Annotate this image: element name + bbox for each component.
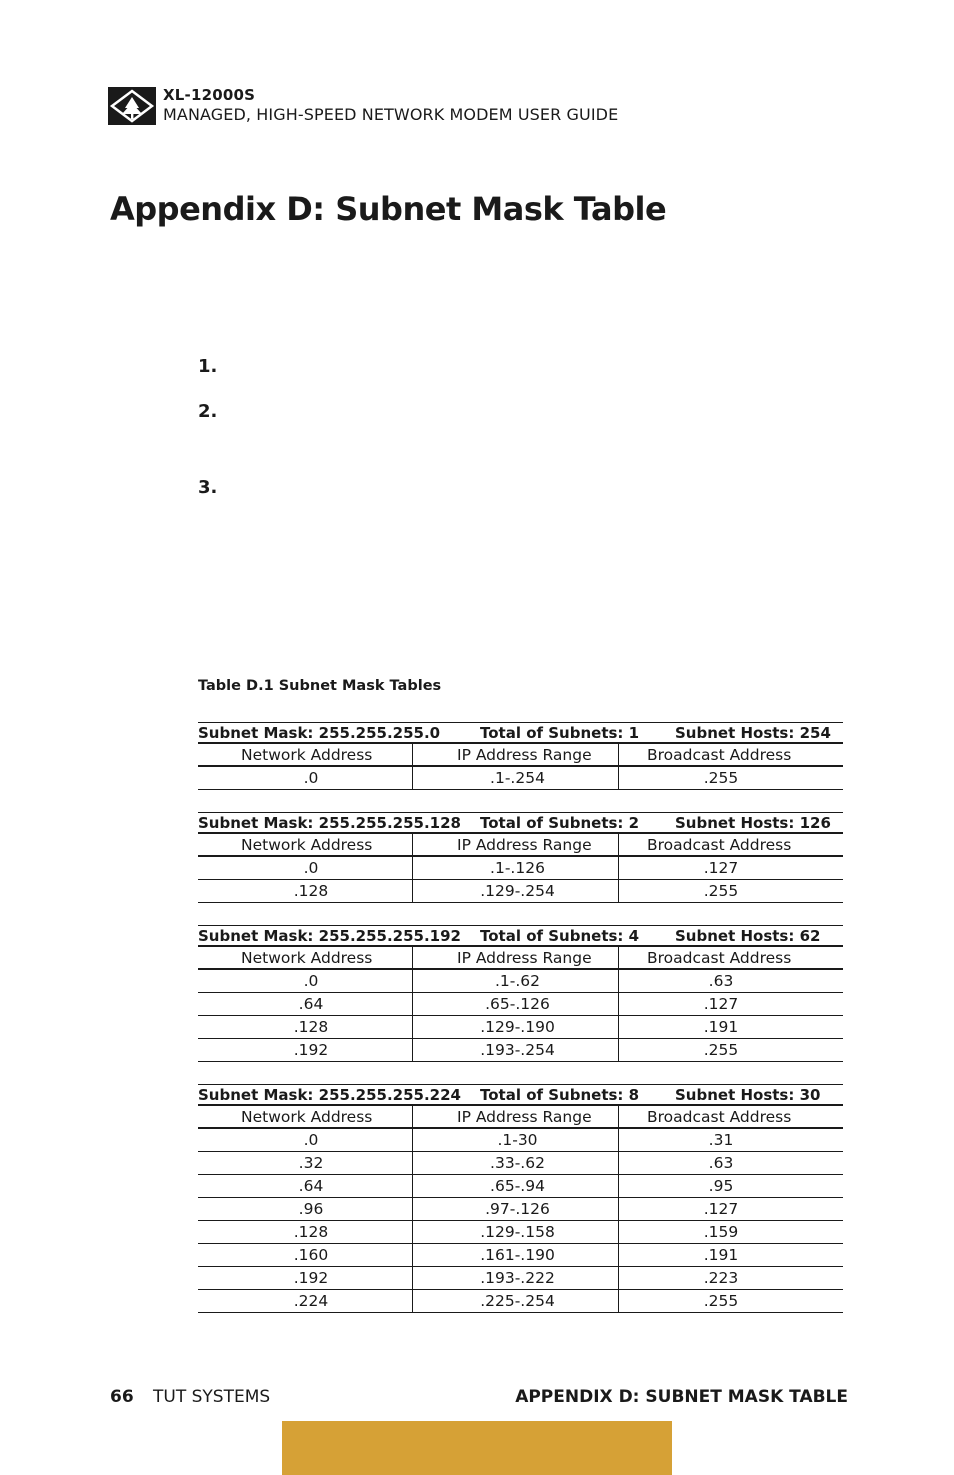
- mask-table: [198, 925, 843, 1062]
- column-header: Broadcast Address: [619, 744, 843, 767]
- network-address-cell: .64: [198, 1175, 413, 1198]
- broadcast-address-cell: .63: [619, 1152, 843, 1175]
- network-address-cell: .0: [198, 767, 413, 790]
- ip-range-cell: .33-.62: [413, 1152, 619, 1175]
- column-header-row: [198, 834, 843, 857]
- ip-range-cell: .129-.158: [413, 1221, 619, 1244]
- footer-section-title: APPENDIX D: SUBNET MASK TABLE: [515, 1387, 848, 1407]
- broadcast-address-cell: .191: [619, 1016, 843, 1039]
- table-row: [198, 1175, 843, 1198]
- step-number: 2.: [198, 401, 218, 422]
- column-header: Network Address: [198, 1106, 413, 1129]
- broadcast-address-cell: .127: [619, 993, 843, 1016]
- column-header: IP Address Range: [413, 744, 619, 767]
- table-row: [198, 1267, 843, 1290]
- tut-systems-logo-icon: [108, 87, 156, 125]
- broadcast-address-cell: .255: [619, 1290, 843, 1313]
- header-product: XL-12000S: [163, 86, 256, 104]
- subnet-hosts-label: Subnet Hosts: 254: [675, 724, 831, 742]
- column-header: IP Address Range: [413, 1106, 619, 1129]
- broadcast-address-cell: .63: [619, 970, 843, 993]
- footer-org: TUT SYSTEMS: [153, 1387, 271, 1407]
- subnet-mask-label: Subnet Mask: 255.255.255.192: [198, 927, 461, 945]
- network-address-cell: .224: [198, 1290, 413, 1313]
- ip-range-cell: .1-.254: [413, 767, 619, 790]
- subnet-mask-label: Subnet Mask: 255.255.255.0: [198, 724, 441, 742]
- ip-range-cell: .193-.254: [413, 1039, 619, 1062]
- network-address-cell: .64: [198, 993, 413, 1016]
- table-row: [198, 1244, 843, 1267]
- table-row: [198, 970, 843, 993]
- column-header: Network Address: [198, 744, 413, 767]
- mask-table-header: [198, 722, 843, 744]
- footer-tab-bar: [282, 1421, 672, 1475]
- ip-range-cell: .1-.126: [413, 857, 619, 880]
- page-title: Appendix D: Subnet Mask Table: [110, 190, 667, 228]
- column-header-row: [198, 1106, 843, 1129]
- broadcast-address-cell: .255: [619, 767, 843, 790]
- table-row: [198, 767, 843, 790]
- broadcast-address-cell: .159: [619, 1221, 843, 1244]
- mask-table-header: [198, 925, 843, 947]
- mask-table-header: [198, 1084, 843, 1106]
- column-header: Broadcast Address: [619, 834, 843, 857]
- step-number: 3.: [198, 477, 218, 498]
- broadcast-address-cell: .191: [619, 1244, 843, 1267]
- ip-range-cell: .225-.254: [413, 1290, 619, 1313]
- subnet-mask-tables: [198, 722, 843, 1335]
- table-caption: Table D.1 Subnet Mask Tables: [198, 678, 442, 694]
- table-row: [198, 1198, 843, 1221]
- broadcast-address-cell: .255: [619, 1039, 843, 1062]
- broadcast-address-cell: .95: [619, 1175, 843, 1198]
- total-subnets-label: Total of Subnets: 4: [480, 927, 640, 945]
- table-row: [198, 993, 843, 1016]
- network-address-cell: .0: [198, 857, 413, 880]
- total-subnets-label: Total of Subnets: 2: [480, 814, 640, 832]
- broadcast-address-cell: .31: [619, 1129, 843, 1152]
- column-header: Network Address: [198, 947, 413, 970]
- ip-range-cell: .161-.190: [413, 1244, 619, 1267]
- subnet-hosts-label: Subnet Hosts: 62: [675, 927, 821, 945]
- mask-table: [198, 722, 843, 790]
- table-row: [198, 1152, 843, 1175]
- network-address-cell: .192: [198, 1039, 413, 1062]
- ip-range-cell: .193-.222: [413, 1267, 619, 1290]
- table-row: [198, 1129, 843, 1152]
- network-address-cell: .128: [198, 1016, 413, 1039]
- network-address-cell: .128: [198, 880, 413, 903]
- ip-range-cell: .1-.62: [413, 970, 619, 993]
- table-row: [198, 1221, 843, 1244]
- ip-range-cell: .129-.190: [413, 1016, 619, 1039]
- network-address-cell: .32: [198, 1152, 413, 1175]
- column-header: IP Address Range: [413, 947, 619, 970]
- column-header-row: [198, 947, 843, 970]
- column-header-row: [198, 744, 843, 767]
- column-header: IP Address Range: [413, 834, 619, 857]
- header-subtitle: MANAGED, HIGH-SPEED NETWORK MODEM USER GUIDE: [163, 105, 619, 124]
- broadcast-address-cell: .127: [619, 1198, 843, 1221]
- mask-table: [198, 1084, 843, 1313]
- step-number: 1.: [198, 356, 218, 377]
- column-header: Network Address: [198, 834, 413, 857]
- ip-range-cell: .97-.126: [413, 1198, 619, 1221]
- network-address-cell: .128: [198, 1221, 413, 1244]
- table-row: [198, 1290, 843, 1313]
- mask-table-header: [198, 812, 843, 834]
- ip-range-cell: .65-.126: [413, 993, 619, 1016]
- network-address-cell: .192: [198, 1267, 413, 1290]
- ip-range-cell: .65-.94: [413, 1175, 619, 1198]
- table-row: [198, 880, 843, 903]
- broadcast-address-cell: .127: [619, 857, 843, 880]
- column-header: Broadcast Address: [619, 947, 843, 970]
- network-address-cell: .96: [198, 1198, 413, 1221]
- table-row: [198, 1039, 843, 1062]
- ip-range-cell: .1-30: [413, 1129, 619, 1152]
- subnet-mask-label: Subnet Mask: 255.255.255.128: [198, 814, 461, 832]
- table-row: [198, 1016, 843, 1039]
- table-row: [198, 857, 843, 880]
- column-header: Broadcast Address: [619, 1106, 843, 1129]
- broadcast-address-cell: .223: [619, 1267, 843, 1290]
- network-address-cell: .160: [198, 1244, 413, 1267]
- ip-range-cell: .129-.254: [413, 880, 619, 903]
- subnet-hosts-label: Subnet Hosts: 126: [675, 814, 831, 832]
- broadcast-address-cell: .255: [619, 880, 843, 903]
- page-number: 66: [110, 1387, 134, 1407]
- subnet-mask-label: Subnet Mask: 255.255.255.224: [198, 1086, 461, 1104]
- subnet-hosts-label: Subnet Hosts: 30: [675, 1086, 821, 1104]
- network-address-cell: .0: [198, 970, 413, 993]
- total-subnets-label: Total of Subnets: 8: [480, 1086, 640, 1104]
- total-subnets-label: Total of Subnets: 1: [480, 724, 640, 742]
- mask-table: [198, 812, 843, 903]
- network-address-cell: .0: [198, 1129, 413, 1152]
